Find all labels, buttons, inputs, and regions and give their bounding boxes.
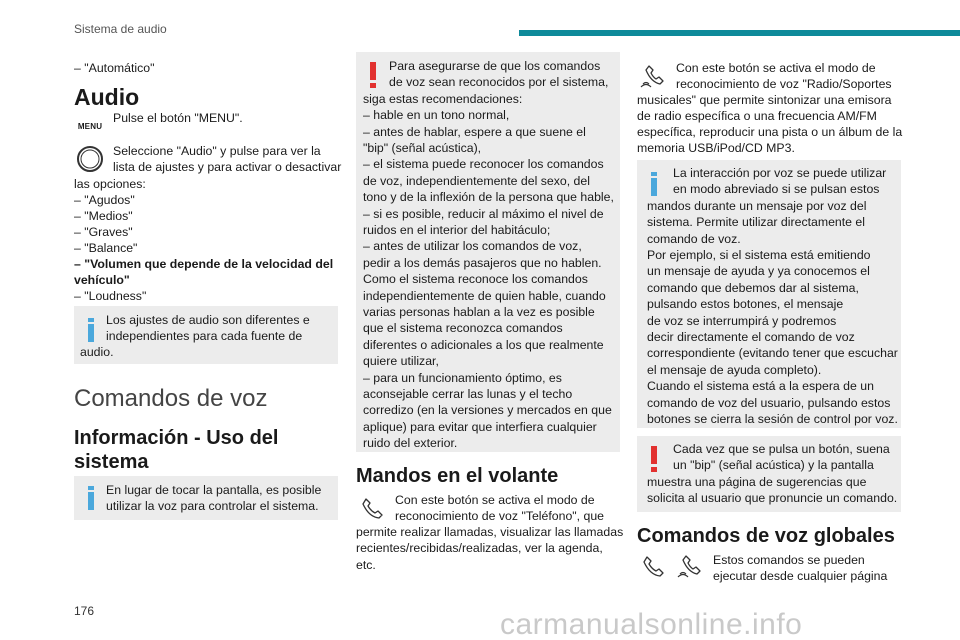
note-line: tono y de la inflexión de la persona que hable, [363, 190, 614, 205]
note-line: aplique) para evitar que interfiera cualquier [363, 419, 597, 434]
radio-text-line: específica, reproducir una pista o un álbum de la [637, 125, 903, 139]
note-line: Por ejemplo, si el sistema está emitiendo [647, 248, 871, 262]
radio-text-line: reconocimiento de voz "Radio/Soportes [676, 77, 892, 91]
option-item: – "Volumen que depende de la velocidad del [74, 257, 334, 271]
audio-heading: Audio [74, 84, 140, 110]
phone-text-line: reconocimiento de voz "Teléfono", que [395, 509, 605, 523]
note-line: comando que debemos dar al sistema, [647, 280, 859, 295]
radio-text-line: memoria USB/iPod/CD MP3. [637, 141, 795, 155]
note-line: solicita al usuario que pronuncie un comando. [647, 491, 898, 506]
note-line: – el sistema puede reconocer los comandos [363, 157, 604, 172]
note-line: En lugar de tocar la pantalla, es posible [106, 483, 322, 497]
watermark: carmanualsonline.info [500, 608, 803, 640]
note-line: – si es posible, reducir al máximo el nivel de [363, 206, 604, 221]
select-audio-line-1: Seleccione "Audio" y pulse para ver la [113, 144, 321, 158]
note-line: el mensaje de ayuda completo). [647, 362, 822, 377]
option-item: – "Medios" [74, 209, 133, 223]
note-line: quiere utilizar, [363, 354, 439, 369]
note-line: comando de voz. [647, 231, 741, 246]
note-line: de voz sean reconocidos por el sistema, [389, 75, 609, 90]
press-menu-text: Pulse el botón "MENU". [113, 111, 243, 125]
note-line: Cada vez que se pulsa un botón, suena [673, 442, 890, 456]
note-line: La interacción por voz se puede utilizar [673, 166, 887, 180]
global-text-line: ejecutar desde cualquier página [713, 569, 888, 583]
note-line: Cuando el sistema está a la espera de un [647, 379, 874, 394]
option-item: vehículo" [74, 273, 130, 287]
phone-icon [356, 492, 388, 524]
note-line: un "bip" (señal acústica) y la pantalla [673, 458, 874, 473]
note-line: en modo abreviado si se pulsan estos [673, 182, 880, 197]
note-line: mandos durante un mensaje por voz del [647, 198, 867, 213]
phone-text-line: Con este botón se activa el modo de [395, 493, 595, 507]
note-line: de voz se interrumpirá y podremos [647, 313, 837, 328]
radio-text-line: de radio específica o una frecuencia AM/FM [637, 109, 877, 123]
voice-info-note [74, 476, 338, 520]
note-line: independientemente de quien hable, cuando [363, 288, 606, 303]
note-line: aconsejable cerrar las lunas y el techo [363, 387, 573, 401]
option-item: – "Balance" [74, 241, 138, 255]
radio-text-line: Con este botón se activa el modo de [676, 61, 876, 75]
note-line: de voz, independientemente del sexo, del [363, 173, 590, 188]
section-title: Sistema de audio [74, 22, 167, 36]
phone-text-line: recientes/recibidas/realizadas, ver la agenda, [356, 541, 603, 555]
info-heading-line-2: sistema [74, 451, 149, 473]
note-line: decir directamente el comando de voz [647, 330, 855, 344]
note-line: – hable en un tono normal, [363, 108, 510, 123]
voice-command-icon [674, 550, 706, 582]
option-automatico: – "Automático" [74, 61, 155, 75]
note-line: utilizar la voz para controlar el sistema. [106, 499, 319, 513]
voice-command-icon [637, 60, 669, 92]
note-line: ruidos en el interior del habitáculo; [363, 223, 551, 237]
select-audio-line-3: las opciones: [74, 177, 146, 191]
note-line: un mensaje de ayuda y ya conocemos el [647, 264, 870, 279]
menu-icon: MENU [77, 121, 103, 131]
global-text-line: Estos comandos se pueden [713, 553, 865, 567]
phone-text-line: permite realizar llamadas, visualizar las llamadas [356, 525, 624, 539]
global-commands-heading: Comandos de voz globales [637, 525, 895, 547]
note-line: ruido del exterior. [363, 436, 458, 451]
note-line: comando de voz del usuario, pulsando estos [647, 395, 891, 410]
note-line: diferentes o adicionales a los que realmente [363, 337, 604, 352]
page-number: 176 [74, 604, 95, 618]
note-line: Como el sistema reconoce los comandos [363, 272, 588, 287]
note-line: corredizo (en la versiones y mercados en que [363, 403, 612, 418]
note-line: que el sistema reconozca comandos [363, 321, 563, 336]
option-item: – "Graves" [74, 225, 133, 239]
info-heading-line-1: Información - Uso del [74, 427, 279, 449]
note-line: varias personas hablan a la vez es posible [363, 305, 595, 319]
note-line: muestra una página de sugerencias que [647, 474, 867, 489]
note-line: audio. [80, 345, 114, 359]
radio-text-line: musicales" que permite sintonizar una emisora [637, 93, 892, 107]
note-line: independientes para cada fuente de [106, 329, 303, 343]
voice-commands-heading: Comandos de voz [74, 385, 268, 412]
select-audio-line-2: lista de ajustes y para activar o desactivar [113, 160, 342, 174]
phone-icon [637, 550, 669, 582]
beep-warning-note [637, 436, 901, 512]
option-item: – "Loudness" [74, 289, 147, 303]
shortcut-info-note [637, 160, 901, 428]
knob-icon [74, 143, 106, 175]
note-line: botones se cierra la sesión de control por voz. [647, 412, 898, 426]
note-line: siga estas recomendaciones: [363, 91, 523, 106]
note-line: – para un funcionamiento óptimo, es [363, 370, 562, 385]
note-line: Los ajustes de audio son diferentes e [106, 313, 310, 327]
phone-text-line: etc. [356, 558, 376, 572]
note-line: "bip" (señal acústica), [363, 141, 482, 155]
note-line: correspondiente (evitando tener que escuchar [647, 346, 898, 361]
note-line: pedir a los demás pasajeros que no hablen. [363, 255, 602, 270]
audio-info-note [74, 306, 338, 364]
note-line: – antes de hablar, espere a que suene el [363, 124, 586, 139]
note-line: – antes de utilizar los comandos de voz, [363, 239, 582, 254]
note-line: Para asegurarse de que los comandos [389, 59, 601, 73]
option-item: – "Agudos" [74, 193, 135, 207]
mandos-volante-heading: Mandos en el volante [356, 465, 559, 487]
note-line: sistema. Permite utilizar directamente el [647, 215, 866, 230]
voice-tips-warning-note [356, 52, 620, 452]
header-bar [519, 30, 960, 36]
note-line: pulsando estos botones, el mensaje [647, 297, 844, 312]
